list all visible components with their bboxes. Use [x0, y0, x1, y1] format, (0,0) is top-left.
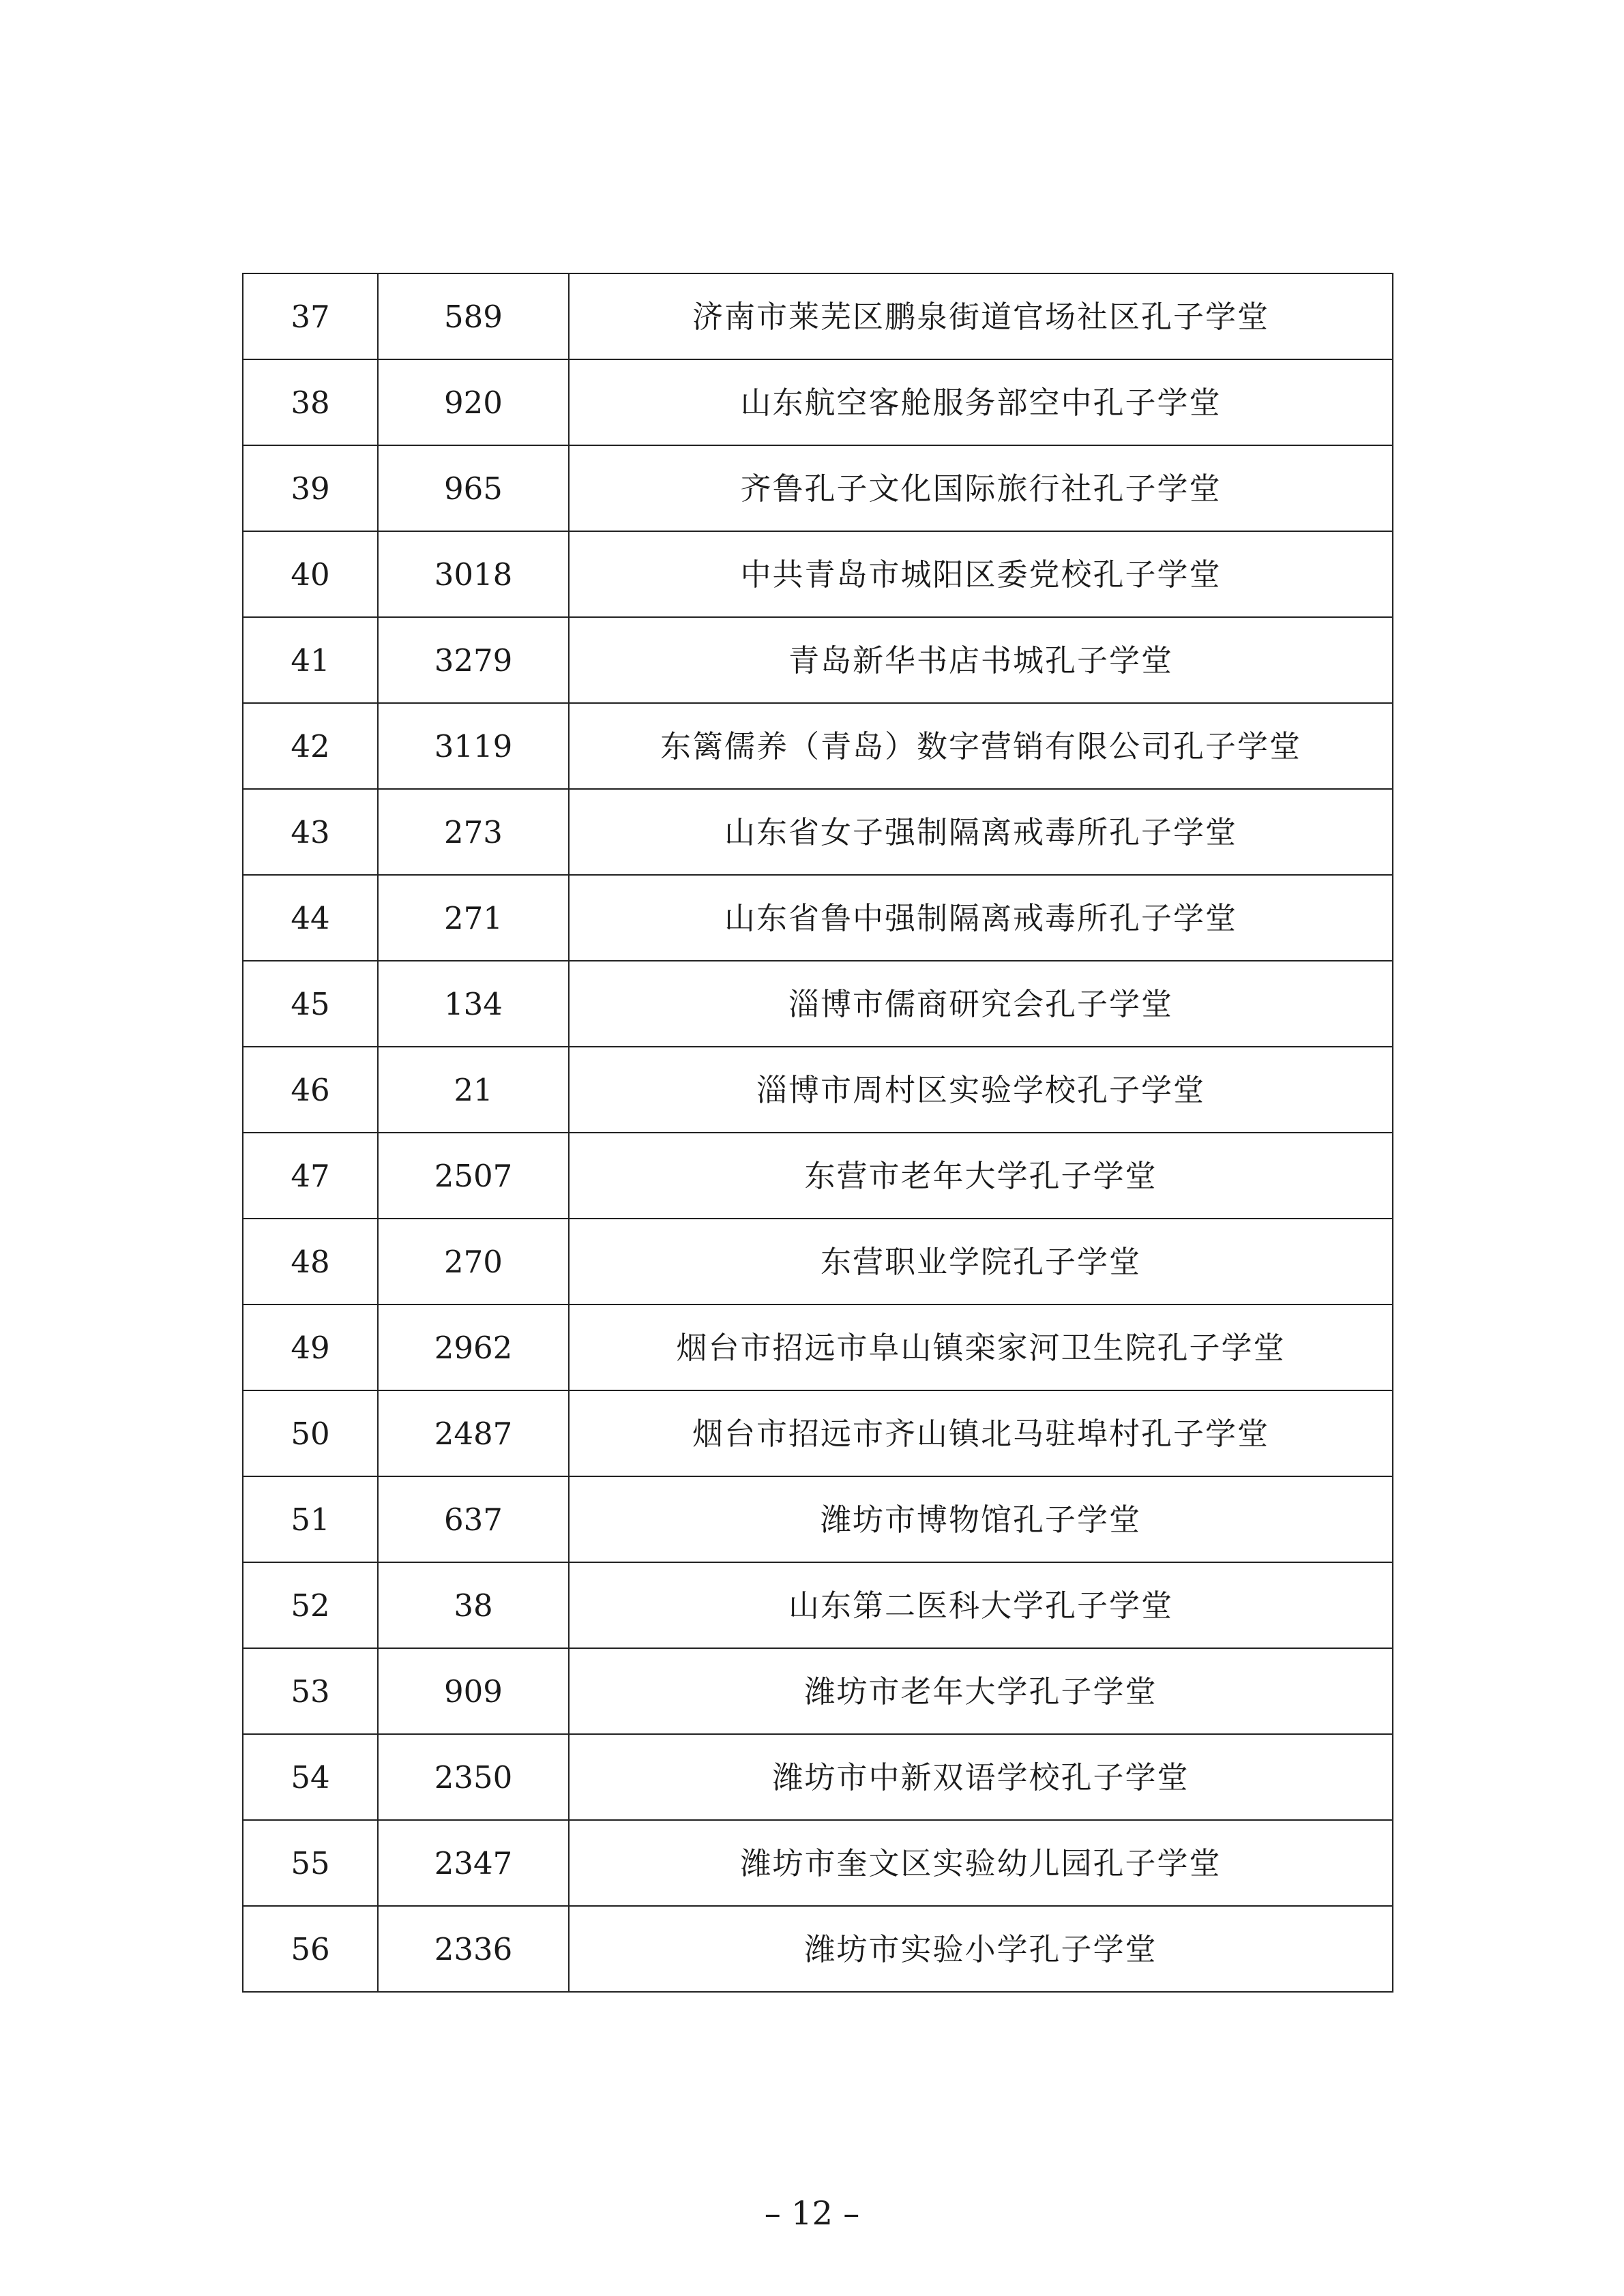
- seq-cell: 54: [243, 1734, 378, 1820]
- code-cell: 3119: [378, 703, 569, 789]
- name-cell: 中共青岛市城阳区委党校孔子学堂: [569, 531, 1393, 617]
- name-cell: 山东省鲁中强制隔离戒毒所孔子学堂: [569, 875, 1393, 961]
- code-cell: 270: [378, 1219, 569, 1304]
- table-row: [243, 531, 1393, 617]
- seq-cell: 53: [243, 1648, 378, 1734]
- table-row: [243, 1390, 1393, 1476]
- seq-cell: 43: [243, 789, 378, 875]
- seq-cell: 50: [243, 1390, 378, 1476]
- code-cell: 21: [378, 1047, 569, 1133]
- code-cell: 2336: [378, 1906, 569, 1992]
- name-cell: 山东省女子强制隔离戒毒所孔子学堂: [569, 789, 1393, 875]
- name-cell: 东营职业学院孔子学堂: [569, 1219, 1393, 1304]
- seq-cell: 52: [243, 1562, 378, 1648]
- seq-cell: 56: [243, 1906, 378, 1992]
- registry-table-body: [243, 273, 1393, 1992]
- name-cell: 山东航空客舱服务部空中孔子学堂: [569, 359, 1393, 445]
- name-cell: 东营市老年大学孔子学堂: [569, 1133, 1393, 1219]
- name-cell: 济南市莱芜区鹏泉街道官场社区孔子学堂: [569, 273, 1393, 359]
- name-cell: 淄博市周村区实验学校孔子学堂: [569, 1047, 1393, 1133]
- code-cell: 965: [378, 445, 569, 531]
- registry-table: [242, 273, 1393, 1993]
- seq-cell: 47: [243, 1133, 378, 1219]
- code-cell: 38: [378, 1562, 569, 1648]
- name-cell: 青岛新华书店书城孔子学堂: [569, 617, 1393, 703]
- code-cell: 2350: [378, 1734, 569, 1820]
- table-row: [243, 1047, 1393, 1133]
- table-row: [243, 875, 1393, 961]
- table-row: [243, 1304, 1393, 1390]
- table-row: [243, 273, 1393, 359]
- name-cell: 潍坊市老年大学孔子学堂: [569, 1648, 1393, 1734]
- table-row: [243, 703, 1393, 789]
- name-cell: 潍坊市奎文区实验幼儿园孔子学堂: [569, 1820, 1393, 1906]
- name-cell: 淄博市儒商研究会孔子学堂: [569, 961, 1393, 1047]
- code-cell: 2347: [378, 1820, 569, 1906]
- code-cell: 589: [378, 273, 569, 359]
- table-row: [243, 1820, 1393, 1906]
- name-cell: 潍坊市博物馆孔子学堂: [569, 1476, 1393, 1562]
- table-row: [243, 1562, 1393, 1648]
- name-cell: 东篱儒养（青岛）数字营销有限公司孔子学堂: [569, 703, 1393, 789]
- seq-cell: 37: [243, 273, 378, 359]
- table-row: [243, 1906, 1393, 1992]
- code-cell: 637: [378, 1476, 569, 1562]
- code-cell: 909: [378, 1648, 569, 1734]
- page-number: – 12 –: [764, 2194, 860, 2233]
- table-row: [243, 1648, 1393, 1734]
- table-row: [243, 1734, 1393, 1820]
- name-cell: 烟台市招远市齐山镇北马驻埠村孔子学堂: [569, 1390, 1393, 1476]
- table-row: [243, 1219, 1393, 1304]
- code-cell: 271: [378, 875, 569, 961]
- table-row: [243, 445, 1393, 531]
- seq-cell: 40: [243, 531, 378, 617]
- table-row: [243, 617, 1393, 703]
- code-cell: 920: [378, 359, 569, 445]
- seq-cell: 41: [243, 617, 378, 703]
- seq-cell: 55: [243, 1820, 378, 1906]
- table-row: [243, 359, 1393, 445]
- seq-cell: 48: [243, 1219, 378, 1304]
- seq-cell: 39: [243, 445, 378, 531]
- table-row: [243, 961, 1393, 1047]
- code-cell: 273: [378, 789, 569, 875]
- seq-cell: 46: [243, 1047, 378, 1133]
- seq-cell: 38: [243, 359, 378, 445]
- seq-cell: 49: [243, 1304, 378, 1390]
- name-cell: 山东第二医科大学孔子学堂: [569, 1562, 1393, 1648]
- code-cell: 3018: [378, 531, 569, 617]
- code-cell: 134: [378, 961, 569, 1047]
- table-row: [243, 1133, 1393, 1219]
- name-cell: 潍坊市实验小学孔子学堂: [569, 1906, 1393, 1992]
- name-cell: 烟台市招远市阜山镇栾家河卫生院孔子学堂: [569, 1304, 1393, 1390]
- seq-cell: 42: [243, 703, 378, 789]
- code-cell: 2962: [378, 1304, 569, 1390]
- name-cell: 齐鲁孔子文化国际旅行社孔子学堂: [569, 445, 1393, 531]
- seq-cell: 51: [243, 1476, 378, 1562]
- seq-cell: 44: [243, 875, 378, 961]
- code-cell: 3279: [378, 617, 569, 703]
- name-cell: 潍坊市中新双语学校孔子学堂: [569, 1734, 1393, 1820]
- table-row: [243, 1476, 1393, 1562]
- code-cell: 2507: [378, 1133, 569, 1219]
- code-cell: 2487: [378, 1390, 569, 1476]
- seq-cell: 45: [243, 961, 378, 1047]
- table-row: [243, 789, 1393, 875]
